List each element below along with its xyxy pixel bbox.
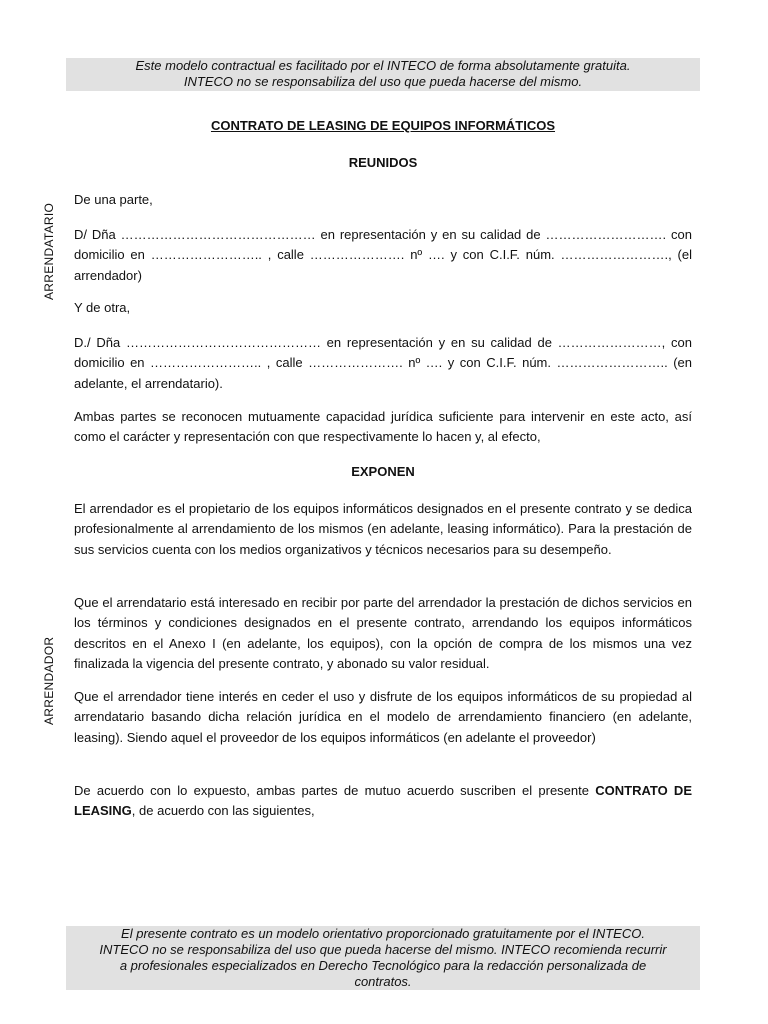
bottom-notice-line2: INTECO no se responsabiliza del uso que pueda hacerse del mismo. INTECO recomienda recurrir [99, 942, 667, 957]
side-label-arrendador: ARRENDADOR [42, 636, 56, 725]
paragraph-exponen-1: El arrendador es el propietario de los equipos informáticos designados en el presente contrato y se dedica profesionalmente al arrendamiento de los mismos (en adelante, leasing informático). Para la prestación de sus servicios cuenta con los medios organizativos y técnicos necesarios para su desempeño. [74, 501, 692, 557]
closing-text-end: , de acuerdo con las siguientes, [131, 803, 315, 819]
paragraph-y-de-otra: Y de otra, [74, 300, 131, 315]
bottom-notice-line3: a profesionales especializados en Derecho Tecnológico para la redacción personalizada de [119, 958, 647, 973]
section-heading-reunidos: REUNIDOS [348, 155, 418, 170]
bottom-notice-banner [66, 926, 700, 990]
paragraph-capacidad: Ambas partes se reconocen mutuamente capacidad jurídica suficiente para intervenir en este acto, así como el carácter y representación con que respectivamente lo hacen y, al efecto, [74, 409, 692, 445]
paragraph-exponen-3: Que el arrendador tiene interés en ceder el uso y disfrute de los equipos informáticos de su propiedad al arrendatario basando dicha relación jurídica en el modelo de arrendamiento financiero (en adelante, leasing). Siendo aquel el proveedor de los equipos informáticos (en adelante el proveedor) [74, 689, 692, 745]
top-notice-line2: INTECO no se responsabiliza del uso que pueda hacerse del mismo. [183, 74, 583, 89]
paragraph-party-arrendatario: D./ Dña ……………………………………… en representación y en su calidad de ……………………, con domicilio en …………………….. , calle …………………. nº …. y con C.I.F. núm. …………………….. (en adelante, el arrendatario). [74, 335, 692, 391]
paragraph-closing [74, 781, 692, 822]
closing-contract-name: CONTRATO DE LEASING [74, 783, 692, 819]
closing-text-start: De acuerdo con lo expuesto, ambas partes de mutuo acuerdo suscriben el presente [74, 783, 596, 798]
top-notice-line1: Este modelo contractual es facilitado por el INTECO de forma absolutamente gratuita. [135, 58, 631, 73]
bottom-notice-line1: El presente contrato es un modelo orientativo proporcionado gratuitamente por el INTECO. [121, 926, 645, 941]
top-notice-banner [66, 58, 700, 91]
paragraph-party-arrendador: D/ Dña ……………………………………… en representación y en su calidad de ………………………. con domicilio en …………………….. , calle …………………. nº …. y con C.I.F. núm. ……………………., (el arrendador) [74, 227, 692, 283]
section-heading-exponen: EXPONEN [351, 464, 415, 479]
bottom-notice-line4: contratos. [354, 974, 412, 989]
paragraph-exponen-2: Que el arrendatario está interesado en recibir por parte del arrendador la prestación de dichos servicios en los términos y condiciones designados en el presente contrato, arrendando los equipos informáticos descritos en el Anexo I (en adelante, los equipos), con la opción de compra de los mismos una vez finalizada la vigencia del presente contrato, y abonado su valor residual. [74, 595, 692, 671]
paragraph-de-una-parte: De una parte, [74, 192, 153, 207]
document-title: CONTRATO DE LEASING DE EQUIPOS INFORMÁTICOS [210, 118, 556, 133]
side-label-arrendatario: ARRENDATARIO [42, 202, 56, 300]
